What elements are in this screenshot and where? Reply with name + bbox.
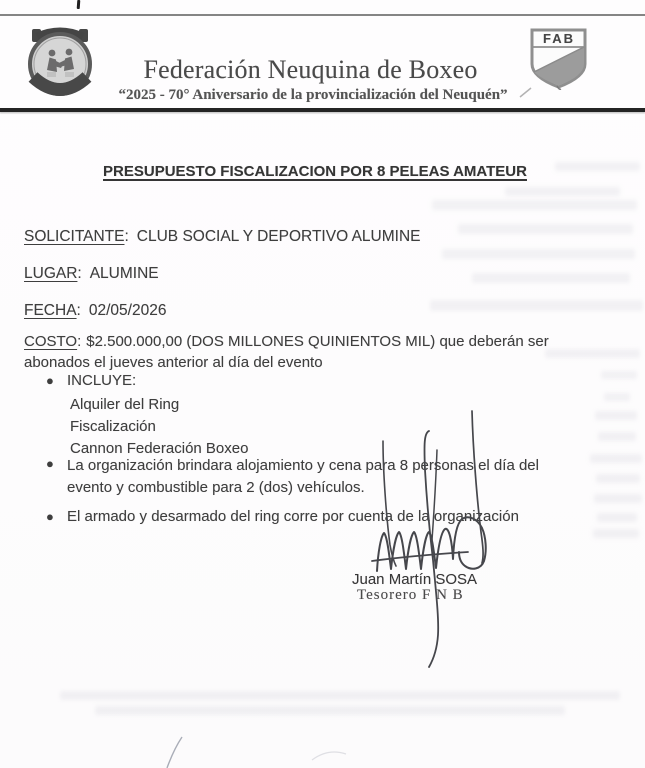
bullet-marker: ● <box>46 509 54 524</box>
organization-slogan: “2025 - 70° Aniversario de la provincialización del Neuquén” <box>118 87 508 103</box>
costo-label: COSTO <box>24 333 78 350</box>
incluye-item: Cannon Federación Boxeo <box>70 440 249 457</box>
incluye-item: Alquiler del Ring <box>70 396 180 413</box>
federation-seal-logo <box>22 22 98 106</box>
bullet-alojamiento <box>46 455 586 499</box>
field-solicitante <box>24 228 420 246</box>
signature-title: Tesorero F N B <box>357 587 464 603</box>
costo-line-2: abonados el jueves anterior al día del evento <box>24 354 323 371</box>
bleed-through-artifact <box>505 187 620 196</box>
costo-paragraph <box>24 331 564 373</box>
costo-colon: : <box>77 333 82 350</box>
field-colon: : <box>77 265 82 282</box>
document-title: PRESUPUESTO FISCALIZACION POR 8 PELEAS AMATEUR <box>103 163 527 180</box>
bullet2-line-1: La organización brindara alojamiento y cena para 8 personas el día del <box>67 457 539 474</box>
bleed-through-artifact <box>590 454 642 463</box>
field-label: SOLICITANTE <box>24 228 125 245</box>
bleed-through-artifact <box>596 474 640 483</box>
field-fecha <box>24 302 166 320</box>
bleed-through-artifact <box>593 529 639 538</box>
bleed-through-artifact <box>472 273 630 283</box>
bullet-marker: ● <box>46 456 54 471</box>
incluye-item: Fiscalización <box>70 418 156 435</box>
field-lugar <box>24 265 159 283</box>
field-value: CLUB SOCIAL Y DEPORTIVO ALUMINE <box>136 228 421 245</box>
bleed-through-artifact <box>601 371 637 379</box>
bleed-through-artifact <box>555 162 640 171</box>
bleed-through-artifact <box>430 300 643 311</box>
organization-name: Federación Neuquina de Boxeo <box>143 55 478 84</box>
bullet3-text: El armado y desarmado del ring corre por cuenta de la organización <box>67 508 519 525</box>
bleed-through-artifact <box>442 249 635 259</box>
bleed-through-artifact <box>95 706 565 715</box>
bottom-faint-curve-artifact <box>312 752 346 760</box>
fab-shield-icon <box>529 27 588 90</box>
bullet-armado <box>46 508 626 525</box>
signature-name: Juan Martín SOSA <box>352 571 478 588</box>
bullet-marker: ● <box>46 373 54 388</box>
field-label: FECHA <box>24 302 77 319</box>
bottom-pen-stroke-artifact <box>167 737 182 768</box>
field-value: 02/05/2026 <box>88 302 167 319</box>
bleed-through-artifact <box>594 494 642 503</box>
bleed-through-artifact <box>598 432 636 441</box>
field-colon: : <box>124 228 129 245</box>
header-rule-divider <box>0 108 645 112</box>
field-colon: : <box>76 302 81 319</box>
bleed-through-artifact <box>545 349 640 358</box>
field-label: LUGAR <box>24 265 78 282</box>
incluye-items <box>70 394 248 460</box>
bleed-through-artifact <box>458 224 633 234</box>
pen-tick-artifact <box>77 0 81 9</box>
top-hairline-divider <box>0 14 645 16</box>
field-value: ALUMINE <box>89 265 159 282</box>
bleed-through-artifact <box>597 513 637 522</box>
bleed-through-artifact <box>432 200 637 210</box>
bleed-through-artifact <box>604 393 630 401</box>
bullet2-line-2: evento y combustible para 2 (dos) vehículos. <box>67 479 365 496</box>
incluye-label: INCLUYE: <box>67 372 137 389</box>
bleed-through-artifact <box>595 411 637 420</box>
costo-amount-text: $2.500.000,00 (DOS MILLONES QUINIENTOS MIL) que deberán ser <box>86 333 549 350</box>
costo-line-1 <box>24 331 564 352</box>
fab-shield-label: FAB <box>543 31 575 46</box>
bleed-through-artifact <box>60 691 620 700</box>
bullet-incluye <box>46 372 136 389</box>
